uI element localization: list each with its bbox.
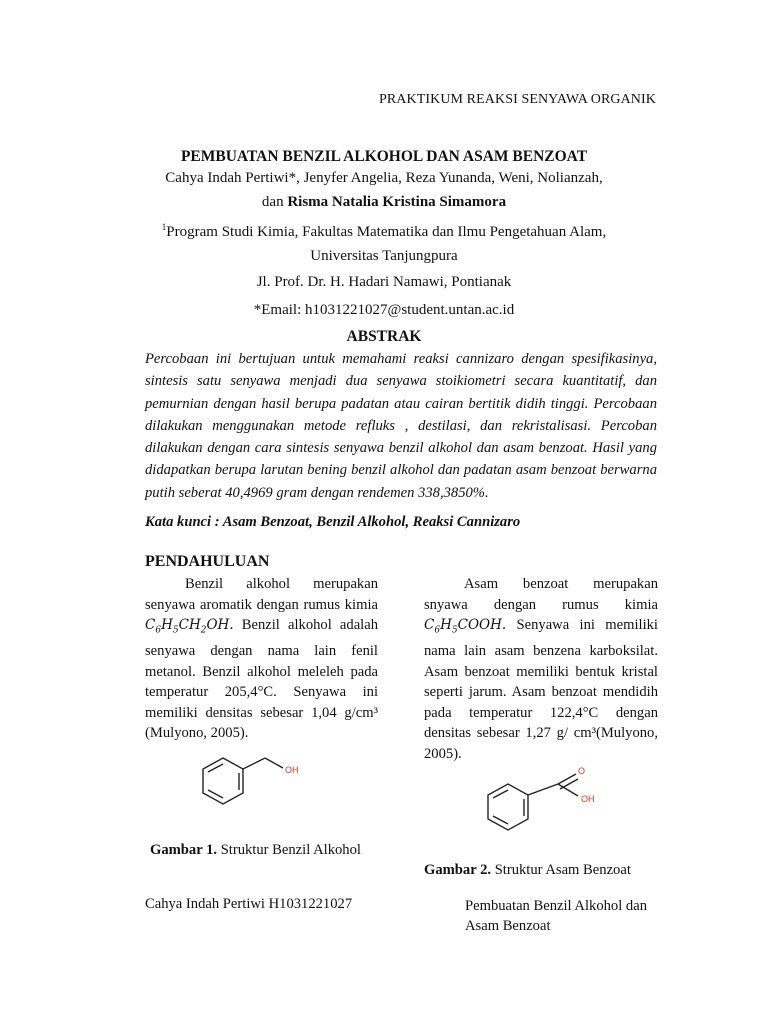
intro-left-column (145, 574, 378, 744)
abstract-line: pemurnian dengan hasil berupa padatan atau cairan bertitik didih tinggi. Percobaan (145, 395, 657, 412)
address: Jl. Prof. Dr. H. Hadari Namawi, Pontianak (256, 274, 512, 290)
figure-1-label: Gambar 1. (150, 842, 218, 858)
intro-line: densitas sebesar 1,27 g/ cm³(Mulyono, (424, 725, 658, 742)
abstract-line: dilakukan menggunakan metode refluks , destilasi, dan rekristalisasi. Percoban (145, 417, 657, 434)
hydroxyl-label: OH (581, 794, 595, 804)
figure-1-text: Struktur Benzil Alkohol (220, 842, 361, 858)
abstract-line: dilakukan dengan cara sintesis senyawa benzil alkohol dan asam benzoat. Hasil yang (145, 440, 657, 457)
abstract-heading: ABSTRAK (346, 328, 422, 345)
abstract-body (145, 348, 657, 504)
intro-line: Asam benzoat merupakan (464, 576, 658, 592)
intro-line: (Mulyono, 2005). (145, 725, 249, 742)
figure-1-caption (150, 842, 361, 859)
intro-line: temperatur 205,4°C. Senyawa ini (145, 684, 378, 701)
intro-line: pada temperatur 122,4°C dengan (424, 704, 658, 721)
formula-benzoic-acid: $C_6H_5COOH$. (424, 617, 507, 636)
figure-2-text: Struktur Asam Benzoat (494, 862, 631, 878)
benzoic-acid-structure (478, 762, 608, 842)
abstract-line: putih seberat 40,4969 gram dengan rendemen 338,3850%. (145, 484, 489, 501)
authors-line-1: Cahya Indah Pertiwi*, Jenyfer Angelia, Reza Yunanda, Weni, Nolianzah, (165, 170, 603, 186)
section-heading: PENDAHULUAN (145, 553, 270, 570)
hydroxyl-label: OH (285, 765, 299, 775)
intro-line: Benzil alkohol merupakan (185, 576, 378, 592)
affiliation-text: Program Studi Kimia, Fakultas Matematika dan Ilmu Pengetahuan Alam, (166, 224, 607, 240)
intro-line: metanol. Benzil alkohol meleleh pada (145, 663, 378, 680)
intro-line: seperti jarum. Asam benzoat mendidih (424, 684, 658, 701)
keywords: Kata kunci : Asam Benzoat, Benzil Alkohol, Reaksi Cannizaro (145, 514, 521, 530)
abstract-line: Percobaan ini bertujuan untuk memahami reaksi cannizaro dengan spesifikasinya, (145, 351, 657, 367)
authors-prefix: dan (261, 194, 288, 210)
intro-line: $C_6H_5COOH$. Senyawa ini memiliki (424, 617, 658, 636)
running-head: PRAKTIKUM REAKSI SENYAWA ORGANIK (378, 92, 656, 107)
authors-line-2 (0, 194, 768, 211)
footer-title (465, 896, 647, 936)
figure-2-label: Gambar 2. (424, 862, 492, 878)
benzyl-alcohol-structure (195, 752, 325, 818)
email: *Email: h1031221027@student.untan.ac.id (253, 302, 515, 318)
corresponding-author: Risma Natalia Kristina Simamora (287, 194, 507, 210)
figure-2-caption (424, 862, 631, 879)
paper-title: PEMBUATAN BENZIL ALKOHOL DAN ASAM BENZOAT (180, 148, 588, 165)
abstract-line: sintesis satu senyawa menjadi dua senyawa stoikiometri secara kuantitatif, dan (145, 373, 657, 390)
intro-line: snyawa dengan rumus kimia (424, 596, 658, 613)
affiliation-marker: 1 (161, 222, 167, 232)
intro-line: senyawa aromatik dengan rumus kimia (145, 596, 378, 613)
intro-line: 2005). (424, 745, 462, 762)
intro-line: senyawa dengan nama lain fenil (145, 643, 378, 660)
formula-benzyl-alcohol: $C_6H_5CH_2OH$. (145, 617, 234, 636)
footer-title-line-2: Asam Benzoat (465, 918, 551, 934)
affiliation (0, 222, 768, 241)
intro-line: memiliki densitas sebesar 1,04 g/cm³ (145, 704, 378, 721)
intro-line: Asam benzoat memiliki bentuk kristal (424, 663, 658, 680)
intro-right-column (424, 574, 658, 764)
carbonyl-oxygen-label: O (578, 766, 586, 776)
university: Universitas Tanjungpura (310, 248, 458, 264)
footer-title-line-1: Pembuatan Benzil Alkohol dan (465, 898, 647, 914)
intro-line: nama lain asam benzena karboksilat. (424, 643, 658, 660)
abstract-line: didapatkan berupa larutan bening benzil alkohol dan padatan asam benzoat berwarna (145, 462, 657, 479)
intro-line: $C_6H_5CH_2OH$. Benzil alkohol adalah (145, 617, 379, 636)
footer-author: Cahya Indah Pertiwi H1031221027 (145, 896, 353, 912)
